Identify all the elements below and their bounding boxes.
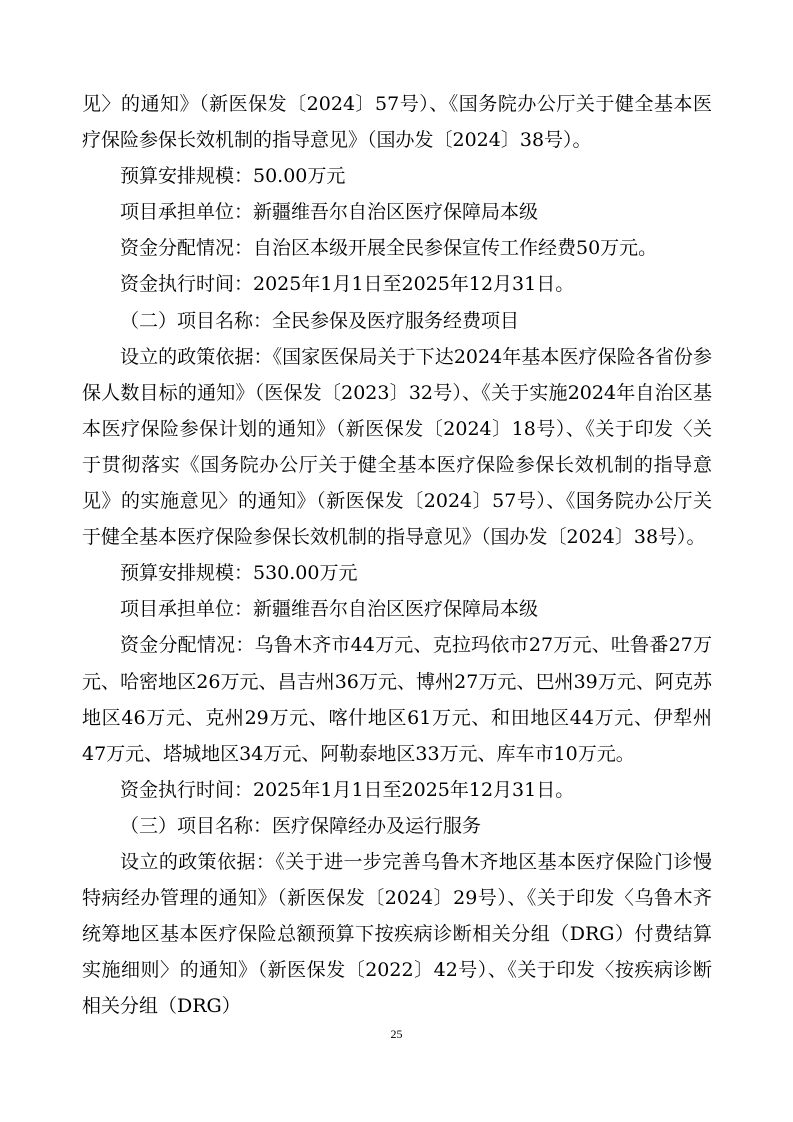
paragraph-policy-basis-3: 设立的政策依据：《关于进一步完善乌鲁木齐地区基本医疗保险门诊慢特病经办管理的通知》（新医保发〔2024〕29号）、《关于印发〈乌鲁木齐统筹地区基本医疗保险总额预算下按疾病诊断相关分组（DRG）付费结算实施细则〉的通知》（新医保发〔2022〕42号）、《关于印发〈按疾病诊断相关分组（DRG）	[82, 850, 712, 1018]
paragraph-policy-basis-2: 设立的政策依据：《国家医保局关于下达2024年基本医疗保险各省份参保人数目标的通知》（医保发〔2023〕32号）、《关于实施2024年自治区基本医疗保险参保计划的通知》（新医保发〔2024〕18号）、《关于印发〈关于贯彻落实《国务院办公厅关于健全基本医疗保险参保长效机制的指导意见》的实施意见〉的通知》（新医保发〔2024〕57号）、《国务院办公厅关于健全基本医疗保险参保长效机制的指导意见》（国办发〔2024〕38号）。	[82, 345, 712, 549]
paragraph-policy-basis-continued: 见〉的通知》（新医保发〔2024〕57号）、《国务院办公厅关于健全基本医疗保险参保长效机制的指导意见》（国办发〔2024〕38号）。	[82, 93, 712, 152]
section-heading-3: （三）项目名称：医疗保障经办及运行服务	[120, 814, 482, 837]
paragraph-budget-scale-1: 预算安排规模：50.00万元	[120, 165, 346, 188]
paragraph-execution-time-1: 资金执行时间：2025年1月1日至2025年12月31日。	[120, 273, 575, 296]
paragraph-execution-time-2: 资金执行时间：2025年1月1日至2025年12月31日。	[120, 778, 575, 801]
section-heading-2: （二）项目名称：全民参保及医疗服务经费项目	[120, 309, 520, 332]
paragraph-undertaking-unit-2: 项目承担单位：新疆维吾尔自治区医疗保障局本级	[120, 598, 539, 621]
paragraph-undertaking-unit-1: 项目承担单位：新疆维吾尔自治区医疗保障局本级	[120, 201, 539, 224]
page-number: 25	[390, 1027, 403, 1041]
paragraph-fund-allocation-2: 资金分配情况：乌鲁木齐市44万元、克拉玛依市27万元、吐鲁番27万元、哈密地区26万元、昌吉州36万元、博州27万元、巴州39万元、阿克苏地区46万元、克州29万元、喀什地区61万元、和田地区44万元、伊犁州47万元、塔城地区34万元、阿勒泰地区33万元、库车市10万元。	[82, 634, 712, 765]
paragraph-fund-allocation-1: 资金分配情况：自治区本级开展全民参保宣传工作经费50万元。	[120, 237, 658, 260]
document-body	[82, 86, 712, 1024]
paragraph-budget-scale-2: 预算安排规模：530.00万元	[120, 562, 358, 585]
